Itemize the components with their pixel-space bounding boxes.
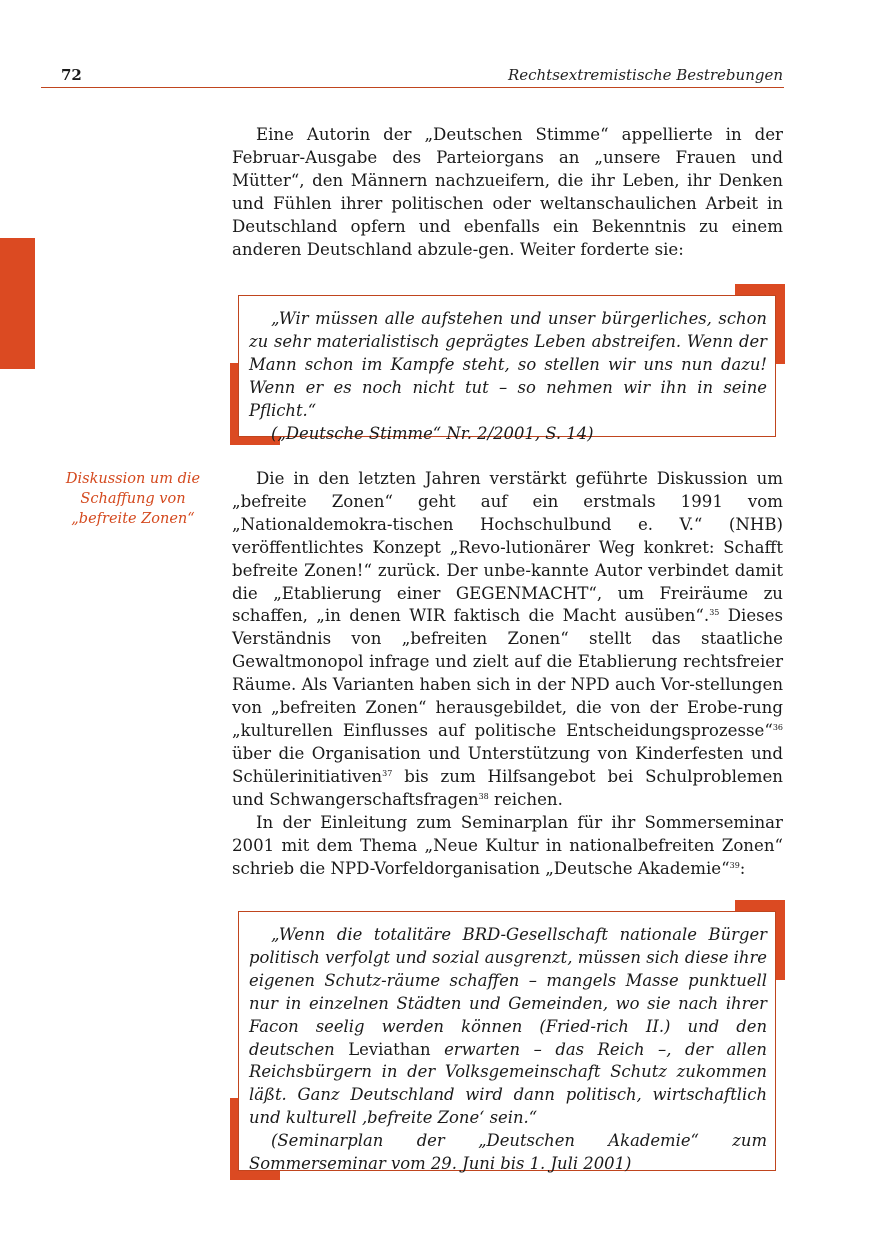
footnote-ref-39: 39 xyxy=(729,860,740,870)
margin-note xyxy=(55,469,211,529)
quote-2-source: (Seminarplan der „Deutschen Akademie“ zum Sommerseminar vom 29. Juni bis 1. Juli 2001) xyxy=(249,1131,767,1174)
footnote-ref-37: 37 xyxy=(382,768,393,778)
body-paragraph-3 xyxy=(232,812,783,881)
para3-text: In der Einleitung zum Seminarplan für ihr Sommerseminar 2001 mit dem Thema „Neue Kultur in nationalbefreiten Zonen“ schrieb die NPD-Vorfeldorganisation „Deutsche Akademie“ xyxy=(232,813,783,878)
quote-2-text xyxy=(249,924,767,1130)
para2-text: bis zum Hilfsangebot bei Schulproblemen und Schwangerschaftsfragen xyxy=(232,766,783,809)
body-paragraph-1: Eine Autorin der „Deutschen Stimme“ appellierte in der Februar-Ausgabe des Parteiorgans an „unsere Frauen und Mütter“, den Männern nachzueifern, die ihr Leben, ihr Denken und Fühlen ihrer politischen oder weltanschaulichen Arbeit in Deutschland opfern und ebenfalls ein Bekenntnis zu einem anderen Deutschland abzule-gen. Weiter forderte sie: xyxy=(232,125,783,259)
page-number: 72 xyxy=(61,66,82,84)
body-paragraph-2 xyxy=(232,468,783,812)
margin-note-line: Diskussion um die xyxy=(65,471,201,487)
footnote-ref-36: 36 xyxy=(772,722,783,732)
quote-box-1 xyxy=(238,295,776,443)
quote-2-text-part: erwarten – das Reich –, der allen Reichsbürgern in der Volksgemeinschaft Schutz zukommen läßt. Ganz Deutschland wird dann politisch, wirtschaftlich und kulturell ‚befreite Zone‘ sein.“ xyxy=(249,1039,767,1128)
footnote-ref-38: 38 xyxy=(478,791,489,801)
para2-text: über die Organisation und Unterstützung von Kinderfesten und Schülerinitiativen xyxy=(232,743,783,786)
quote-1-text: „Wir müssen alle aufstehen und unser bürgerliches, schon zu sehr materialistisch geprägtes Leben abstreifen. Wenn der Mann schon im Kampfe steht, so stellen wir uns nun dazu! Wenn er es noch nicht tut – so nehmen wir ihn in seine Pflicht.“ xyxy=(249,309,767,420)
para2-text: Die in den letzten Jahren verstärkt geführte Diskussion um „befreite Zonen“ geht auf ein erstmals 1991 vom „Nationaldemokra-tischen Hochschulbund e. V.“ (NHB) veröffentlichtes Konzept „Revo-lutionärer Weg konkret: Schafft befreite Zonen!“ zurück. Der unbe-kannte Autor verbindet damit die „Etablierung einer GEGENMACHT“, um Freiräume zu schaffen, „in denen WIR faktisch die Macht ausüben“. xyxy=(232,469,783,626)
para2-text: Dieses Verständnis von „befreiten Zonen“ stellt das staatliche Gewaltmonopol infrage und zielt auf die Etablierung rechtsfreier Räume. Als Varianten haben sich in der NPD auch Vor-stellungen von „befreiten Zonen“ herausgebildet, die von der Erobe-rung „kulturellen Einflusses auf politische Entscheidungsprozesse“ xyxy=(232,606,783,740)
running-title: Rechtsextremistische Bestrebungen xyxy=(507,66,783,84)
quote-box-2 xyxy=(238,911,776,1174)
side-tab xyxy=(0,238,35,369)
quote-1-source: („Deutsche Stimme“ Nr. 2/2001, S. 14) xyxy=(271,423,594,443)
para3-text: : xyxy=(739,858,746,878)
margin-note-line: Schaffung von xyxy=(80,491,186,507)
margin-note-line: „befreite Zonen“ xyxy=(71,511,195,527)
quote-2-upright-word: Leviathan xyxy=(348,1039,431,1059)
footnote-ref-35: 35 xyxy=(709,608,720,618)
header-rule xyxy=(41,87,784,88)
para2-text: reichen. xyxy=(488,789,563,809)
quote-2-text-part: „Wenn die totalitäre BRD-Gesellschaft nationale Bürger politisch verfolgt und sozial ausgrenzt, müssen sich diese ihre eigenen Schutz-räume schaffen – mangels Masse punktuell nur in einzelnen Städten und Gemeinden, wo sie nach ihrer Facon seelig werden können (Fried-rich II.) und den deutschen xyxy=(249,925,767,1059)
